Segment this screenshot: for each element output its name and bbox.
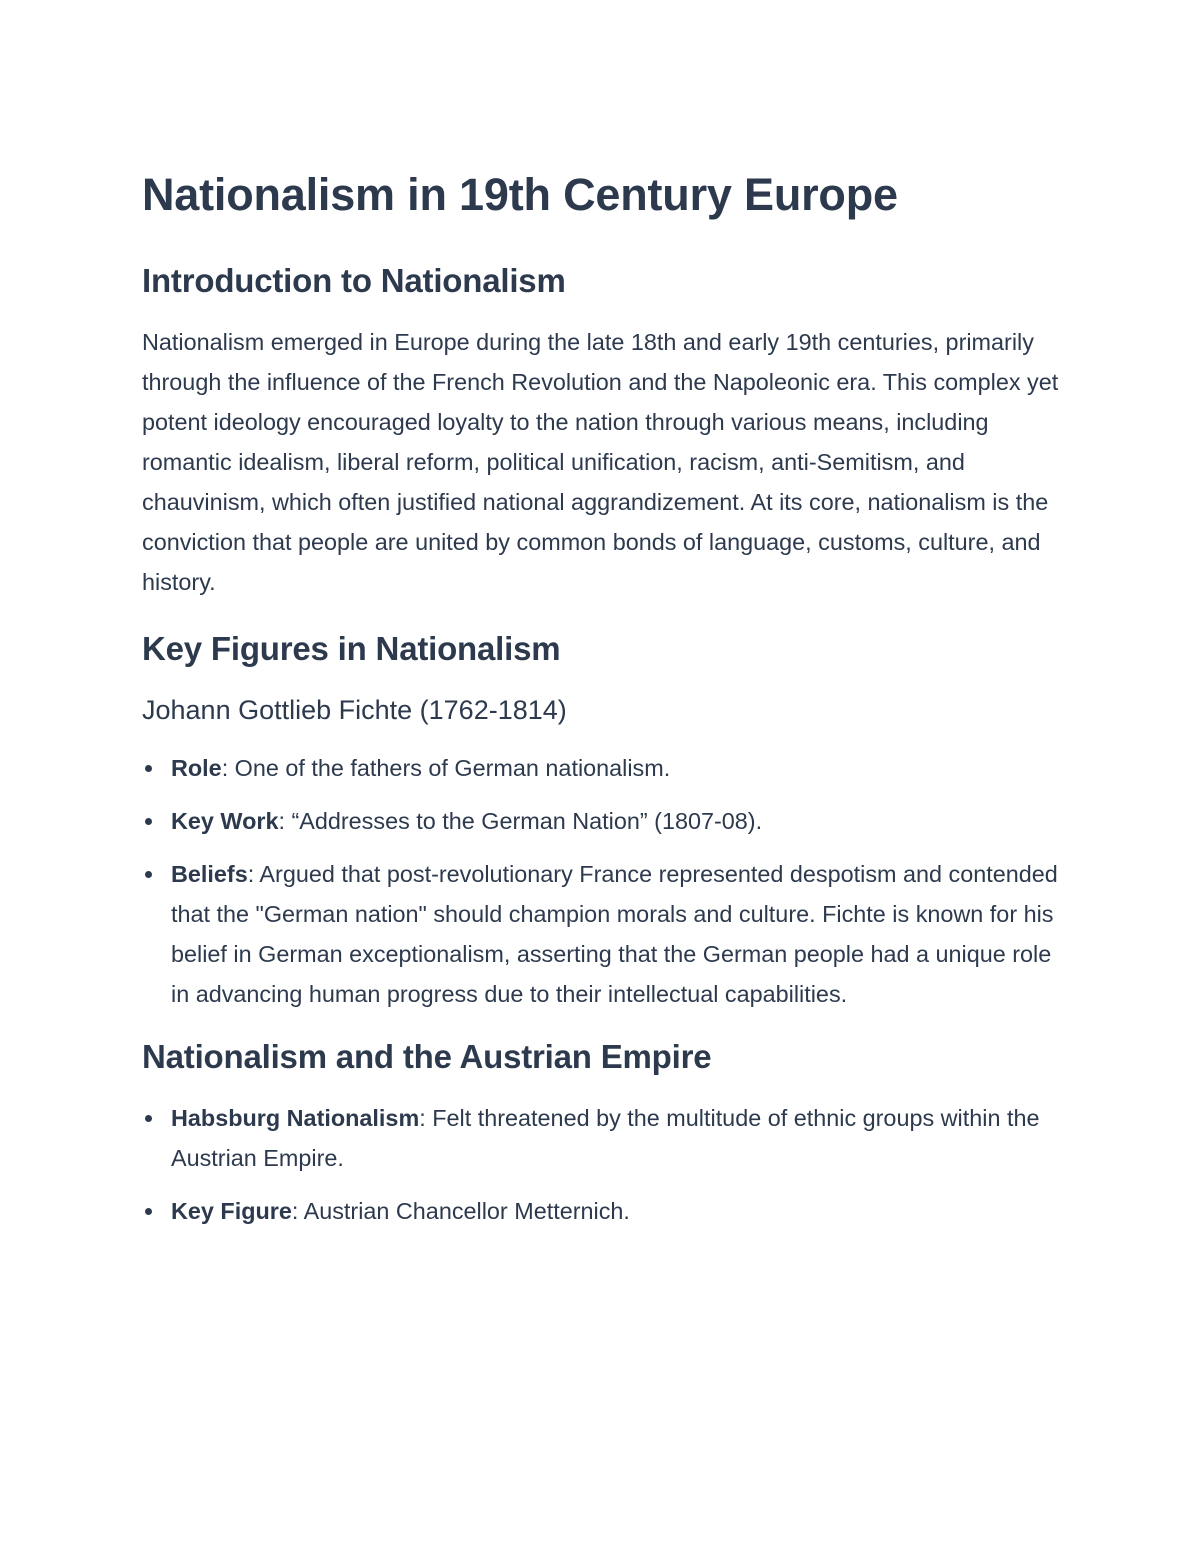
list-item-label: Beliefs [171,861,248,887]
bullet-icon [145,818,152,825]
list-item-label: Role [171,755,222,781]
section-heading-introduction: Introduction to Nationalism [142,262,566,299]
bullet-icon [145,765,152,772]
list-item-text: : Austrian Chancellor Metternich. [291,1198,630,1224]
list-item-text: : One of the fathers of German nationalism. [221,755,671,781]
list-item [142,1098,1072,1178]
list-item-text: : Felt threatened by the multitude of ethnic groups within the Austrian Empire. [171,1105,1040,1171]
list-item [142,1191,1072,1231]
list-item [142,748,1072,788]
page-title: Nationalism in 19th Century Europe [142,169,898,220]
list-item-label: Key Figure [171,1198,292,1224]
bullet-icon [145,1208,152,1215]
list-item-label: Habsburg Nationalism [171,1105,420,1131]
section-heading-austria: Nationalism and the Austrian Empire [142,1038,712,1075]
fichte-list [142,748,1072,1014]
subheading-fichte: Johann Gottlieb Fichte (1762-1814) [142,695,567,725]
list-item-text: : Argued that post-revolutionary France represented despotism and contended that the "German nation" should champion morals and culture. Fichte is known for his belief in German exceptionalism, asserting that the German people had a unique role in advancing human progress due to their intellectual capabilities. [171,861,1058,1007]
list-item-text: : “Addresses to the German Nation” (1807-08). [278,808,763,834]
austria-list [142,1098,1072,1231]
list-item-label: Key Work [171,808,279,834]
bullet-icon [145,1115,152,1122]
list-item [142,801,1072,841]
intro-paragraph: Nationalism emerged in Europe during the late 18th and early 19th centuries, primarily through the influence of the French Revolution and the Napoleonic era. This complex yet potent ideology encouraged loyalty to the nation through various means, including romantic idealism, liberal reform, political unification, racism, anti-Semitism, and chauvinism, which often justified national aggrandizement. At its core, nationalism is the conviction that people are united by common bonds of language, customs, culture, and history. [142,329,1059,595]
list-item [142,854,1072,1014]
section-heading-key-figures: Key Figures in Nationalism [142,630,561,667]
document-page [142,160,1072,1251]
bullet-icon [145,871,152,878]
